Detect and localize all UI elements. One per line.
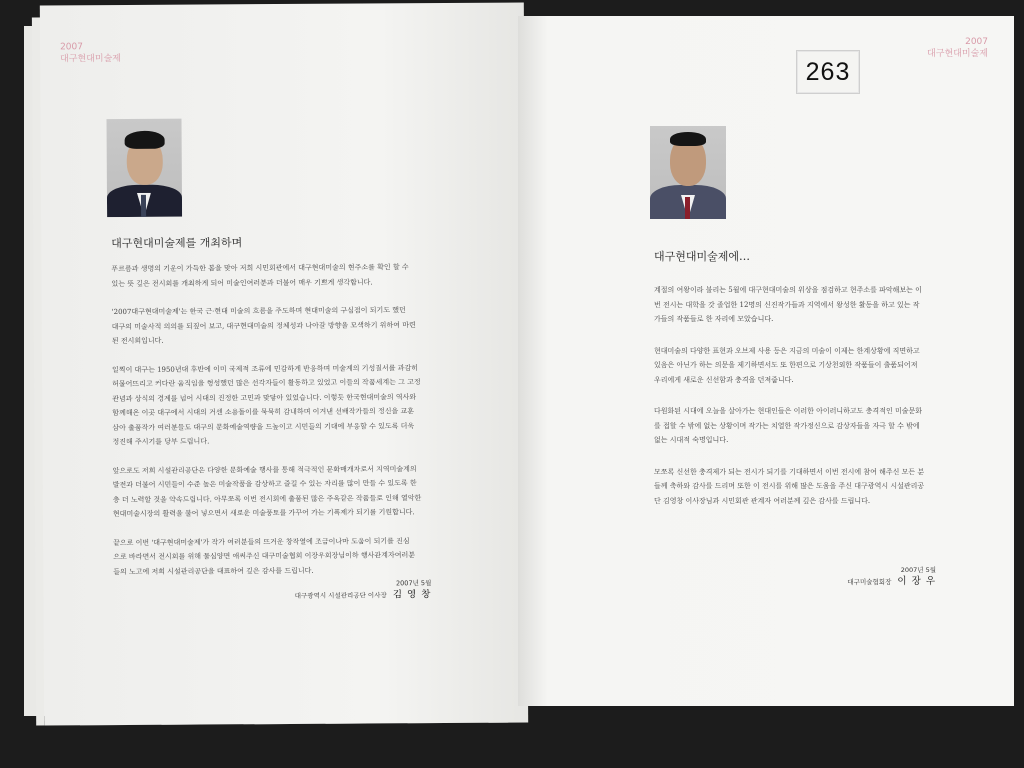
left-page-header: [60, 41, 121, 65]
header-event: 대구현대미술제: [60, 53, 122, 65]
paragraph: 계절의 여왕이라 불리는 5월에 대구현대미술의 위상을 점검하고 현주소를 파악해보는 이 번 전시는 대학을 갓 졸업한 12명의 신진작가들과 지역에서 왕성한 활동을 하고 있는 작 가들의 작품들로 한 자리에 모았습니다.: [654, 286, 922, 323]
paragraph: 일찍이 대구는 1950년대 후반에 이미 국제적 조류에 민감하게 반응하며 미술계의 기성질서를 과감히 허물어뜨리고 커다란 움직임을 형성했던 많은 선각자들이 활동하고 있었고 이들의 작품세계는 그 고정 관념과 상식의 경계를 넘어 시대의 진정한 고민과 맞닿아 있었습니다. 이렇듯 한국현대미술의 역사와 함께해온 이곳 대구에서 시대의 거센 소용돌이를 묵묵히 감내하며 이겨낸 선배작가들의 정신을 교훈 삼아 출품작가 여러분들도 대구의 문화예술역량을 드높이고 시민들의 기대에 부응할 수 있도록 더욱 정진해 주시기를 당부 드립니다.: [112, 363, 421, 447]
portrait-hair: [670, 132, 706, 146]
page-number-sticker: 263: [796, 50, 860, 94]
header-event: 대구현대미술제: [927, 49, 988, 59]
signature-name: 김 영 창: [392, 589, 432, 601]
header-year: 2007: [60, 42, 83, 53]
paragraph: 다원화된 시대에 오늘을 살아가는 현대인들은 이러한 아이러니하고도 충격적인 미술문화 를 접할 수 밖에 없는 상황이며 작가는 치열한 작가정신으로 감상자들을 자극 할 수 밖에 없는 시대적 숙명입니다.: [654, 407, 922, 444]
left-page: [40, 3, 528, 726]
right-page: [518, 16, 1014, 706]
paragraph: 앞으로도 저희 시설관리공단은 다양한 문화예술 행사를 통해 적극적인 문화매개자로서 지역미술계의 발전과 더불어 시민들이 수준 높은 미술작품을 감상하고 즐길 수 있는 자리를 많이 만들 수 있도록 한 층 더 노력할 것을 약속드립니다. 아무쪼록 이번 전시회에 출품된 많은 주옥같은 작품들로 인해 열악한 현대미술시장의 활력을 불어 넣으면서 새로운 미술풍토를 가꾸어 가는 기폭제가 되기를 기원합니다.: [112, 464, 422, 519]
portrait-tie: [685, 197, 690, 219]
body-text: [111, 260, 431, 593]
signature-role: 대구광역시 시설관리공단 이사장: [294, 591, 387, 600]
paragraph: 현대미술의 다양한 표현과 오브제 사용 등은 지금의 미술이 이제는 한계상황에 직면하고 있음은 아닌가 하는 의문을 제기하면서도 또 한편으로 기상천외한 작품들이 출품되어져 우리에게 새로운 신선함과 충격을 던져줍니다.: [654, 346, 920, 384]
signature-role: 대구미술협회장: [847, 578, 892, 586]
portrait-tie: [141, 195, 146, 217]
paragraph: 모쪼록 신선한 충격제가 되는 전시가 되기를 기대하면서 이번 전시에 참여 해주신 모든 분 들께 축하와 감사를 드리며 또한 이 전시를 위해 많은 도움을 주신 대구광역시 시설관리공 단 김영창 이사장님과 시민회관 관계자 여러분께 깊은 감사를 드립니다.: [654, 467, 925, 505]
page-title: 대구현대미술제를 개최하며: [111, 236, 243, 251]
header-year: 2007: [965, 37, 988, 47]
signature-name: 이 장 우: [897, 576, 936, 587]
portrait-hair: [125, 131, 165, 149]
paragraph: 푸르름과 생명의 기운이 가득한 봄을 맞아 저희 시민회관에서 대구현대미술의 현주소를 확인 할 수 있는 뜻 깊은 전시회를 개최하게 되어 미술인여러분과 더불어 매우 기쁘게 생각합니다.: [111, 263, 409, 288]
signature-date: 2007년 5월: [396, 579, 432, 588]
paragraph: 끝으로 이번 '대구현대미술제'가 작가 여러분들의 뜨거운 창작열에 조금이나마 도움이 되기를 진심 으로 바라면서 전시회를 위해 물심양면 애써주신 대구미술협회 이장우회장님이하 행사관계자여러분 들의 노고에 저희 시설관리공단을 대표하여 깊은 감사를 드립니다.: [113, 536, 416, 576]
right-page-header: [927, 36, 988, 60]
page-title: 대구현대미술제에…: [654, 250, 751, 263]
signature-block: [295, 577, 432, 602]
portrait-photo: [107, 119, 183, 217]
signature-date: 2007년 5월: [900, 566, 936, 574]
portrait-photo: [650, 126, 726, 219]
signature-block: [847, 564, 936, 588]
body-text: [654, 283, 960, 522]
paragraph: '2007대구현대미술제'는 한국 근·현대 미술의 흐름을 주도하며 현대미술의 구심점이 되기도 했던 대구의 미술사적 의의를 되짚어 보고, 대구현대미술의 정체성과 나아갈 방향을 모색하기 위하여 마련 된 전시회입니다.: [111, 306, 416, 346]
